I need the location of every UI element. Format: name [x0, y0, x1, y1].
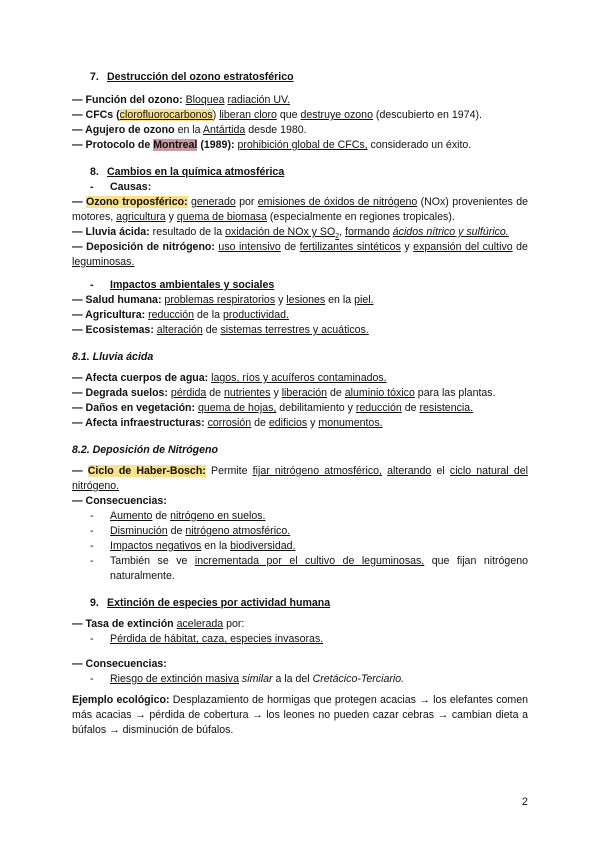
section-8-2-heading: 8.2. Deposición de Nitrógeno	[72, 444, 218, 456]
human-health-line: — Salud humana: problemas respiratorios y lesiones en la piel.	[72, 294, 374, 306]
list-item: - Pérdida de hábitat, caza, especies invasoras.	[90, 633, 324, 645]
extinction-rate-line: — Tasa de extinción acelerada por:	[72, 618, 245, 630]
consequences-list	[90, 509, 528, 584]
consequences-label: — Consecuencias:	[72, 495, 167, 507]
haber-bosch-paragraph: — Ciclo de Haber-Bosch: Permite fijar nitrógeno atmosférico, alterando el ciclo natural del nitrógeno.	[72, 465, 528, 492]
section-8-1-heading: 8.1. Lluvia ácida	[72, 351, 154, 363]
causes-list	[90, 632, 528, 647]
consequences-list	[90, 672, 528, 687]
vegetation-damage-line: — Daños en vegetación: quema de hojas, debilitamiento y reducción de resistencia.	[72, 402, 474, 414]
consequences-label: — Consecuencias:	[72, 658, 167, 670]
ozone-hole-line: — Agujero de ozono en la Antártida desde 1980.	[72, 124, 307, 136]
acid-rain-paragraph: — Lluvia ácida: resultado de la oxidación de NOx y $SO_2$, formando ácidos nítrico y sulfúrico.	[72, 226, 509, 241]
infrastructure-line: — Afecta infraestructuras: corrosión de edificios y monumentos.	[72, 417, 383, 429]
list-item: - Impactos negativos en la biodiversidad.	[90, 540, 296, 552]
ecological-example-paragraph: Ejemplo ecológico: Desplazamiento de hormigas que protegen acacias → los elefantes comen más acacias → pérdida de cobertura → los leones no pueden cazar cebras → cambian dieta a búfalos → disminución de búfalos.	[72, 694, 528, 736]
list-item: - Disminución de nitrógeno atmosférico.	[90, 525, 291, 537]
tropospheric-ozone-paragraph: — Ozono troposférico: generado por emisiones de óxidos de nitrógeno (NOx) provenientes de motores, agricultura y quema de biomasa (especialmente en regiones tropicales).	[72, 196, 528, 223]
list-item: - También se ve incrementada por el cultivo de leguminosas, que fijan nitrógeno naturalmente.	[90, 555, 528, 582]
section-8-heading: 8. Cambios en la química atmosférica	[90, 166, 285, 178]
list-item: - Aumento de nitrógeno en suelos.	[90, 510, 266, 522]
causes-subheading: - Causas:	[90, 181, 152, 193]
section-9-heading: 9. Extinción de especies por actividad humana	[90, 597, 331, 609]
cfcs-line: — CFCs (clorofluorocarbonos) liberan cloro que destruye ozono (descubierto en 1974).	[72, 109, 482, 121]
impacts-subheading: - Impactos ambientales y sociales	[90, 279, 275, 291]
page-number: 2	[521, 796, 528, 808]
ecosystems-line: — Ecosistemas: alteración de sistemas terrestres y acuáticos.	[72, 324, 369, 336]
ozone-function-line: — Función del ozono: Bloquea radiación UV.	[72, 94, 291, 106]
agriculture-line: — Agricultura: reducción de la productividad.	[72, 309, 289, 321]
section-7-heading: 7. Destrucción del ozono estratosférico	[90, 71, 294, 83]
nitrogen-deposition-paragraph: — Deposición de nitrógeno: uso intensivo de fertilizantes sintéticos y expansión del cultivo de leguminosas.	[72, 241, 528, 268]
montreal-protocol-line: — Protocolo de Montreal (1989): prohibición global de CFCs, considerado un éxito.	[72, 139, 472, 151]
list-item: - Riesgo de extinción masiva similar a la del Cretácico-Terciario.	[90, 673, 405, 685]
water-bodies-line: — Afecta cuerpos de agua: lagos, ríos y acuíferos contaminados.	[72, 372, 387, 384]
soil-degradation-line: — Degrada suelos: pérdida de nutrientes y liberación de aluminio tóxico para las plantas.	[72, 387, 496, 399]
